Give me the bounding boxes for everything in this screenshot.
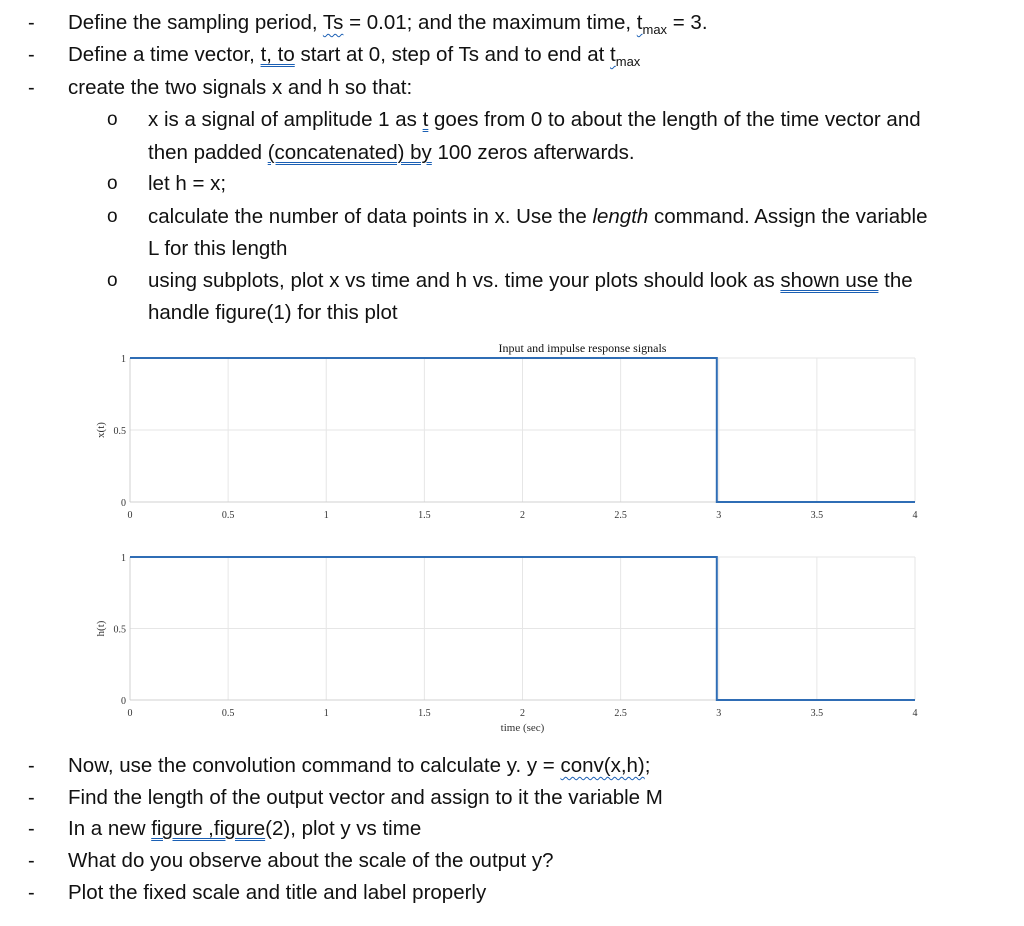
dash-bullet: - [28, 12, 35, 34]
x-tick-label: 3.5 [810, 510, 824, 521]
sub-instruction-line: let h = x; [148, 172, 227, 195]
sub-instruction-line: handle figure(1) for this plot [148, 301, 398, 324]
x-tick-label: 2 [520, 510, 525, 521]
instruction-line: Now, use the convolution command to calculate y. y = conv(x,h); [68, 754, 651, 777]
y-tick-label: 1 [121, 354, 126, 365]
sub-instruction-line: L for this length [148, 237, 288, 260]
x-tick-label: 2 [520, 708, 525, 719]
x-tick-label: 2.5 [614, 708, 627, 719]
sub-instruction-line: x is a signal of amplitude 1 as t goes from 0 to about the length of the time vector and [148, 108, 921, 131]
y-axis-label: h(t) [95, 620, 107, 637]
y-tick-label: 0 [121, 498, 126, 509]
sub-instruction-line: then padded (concatenated) by 100 zeros afterwards. [148, 141, 635, 164]
chart-title: Input and impulse response signals [498, 341, 667, 355]
x-tick-label: 1 [323, 708, 329, 719]
dash-bullet: - [28, 77, 35, 99]
x-tick-label: 0 [127, 510, 133, 521]
x-tick-label: 3 [716, 510, 722, 521]
instruction-line: Define a time vector, t, to start at 0, step of Ts and to end at $t_{max}$ [68, 43, 641, 69]
x-tick-label: 1.5 [418, 708, 431, 719]
y-tick-label: 1 [121, 553, 126, 564]
instruction-line: In a new figure ,figure(2), plot y vs time [68, 817, 422, 840]
x-tick-label: 4 [912, 510, 918, 521]
instruction-line: Define the sampling period, Ts = 0.01; and the maximum time, $t_{max} = 3$. [68, 11, 708, 37]
tmax-symbol: $t_{max}$ [610, 43, 641, 69]
y-tick-label: 0 [121, 696, 126, 707]
dash-bullet: - [28, 755, 35, 777]
x-tick-label: 0.5 [221, 708, 235, 719]
dash-bullet: - [28, 818, 35, 840]
y-axis-label: x(t) [95, 422, 107, 438]
x-tick-label: 0.5 [221, 510, 235, 521]
subplot-x [95, 341, 918, 521]
dash-bullet: - [28, 787, 35, 809]
x-tick-label: 1 [323, 510, 329, 521]
circle-bullet: o [107, 173, 118, 194]
dash-bullet: - [28, 44, 35, 66]
instruction-line: What do you observe about the scale of the output y? [68, 849, 554, 872]
tmax-symbol: $t_{max}$ [636, 11, 668, 37]
y-tick-label: 0.5 [113, 624, 126, 636]
instruction-line: create the two signals x and h so that: [68, 76, 413, 99]
subplot-h [95, 553, 918, 734]
x-axis-label: time (sec) [500, 722, 545, 734]
x-tick-label: 1.5 [418, 510, 431, 521]
x-tick-label: 2.5 [614, 510, 627, 521]
dash-bullet: - [28, 882, 35, 904]
circle-bullet: o [107, 270, 118, 291]
x-tick-label: 0 [127, 708, 133, 719]
dash-bullet: - [28, 850, 35, 872]
instruction-line: Plot the fixed scale and title and label properly [68, 881, 487, 904]
x-tick-label: 3 [716, 708, 722, 719]
circle-bullet: o [107, 109, 118, 130]
x-tick-label: 3.5 [810, 708, 824, 719]
y-tick-label: 0.5 [113, 426, 126, 437]
instruction-line: Find the length of the output vector and assign to it the variable M [68, 786, 663, 809]
sub-instruction-line: calculate the number of data points in x. Use the length command. Assign the variable [148, 205, 928, 228]
x-tick-label: 4 [912, 708, 918, 719]
subplot-figure [0, 338, 1024, 738]
circle-bullet: o [107, 206, 118, 227]
sub-instruction-line: using subplots, plot x vs time and h vs. time your plots should look as shown use the [148, 269, 913, 292]
